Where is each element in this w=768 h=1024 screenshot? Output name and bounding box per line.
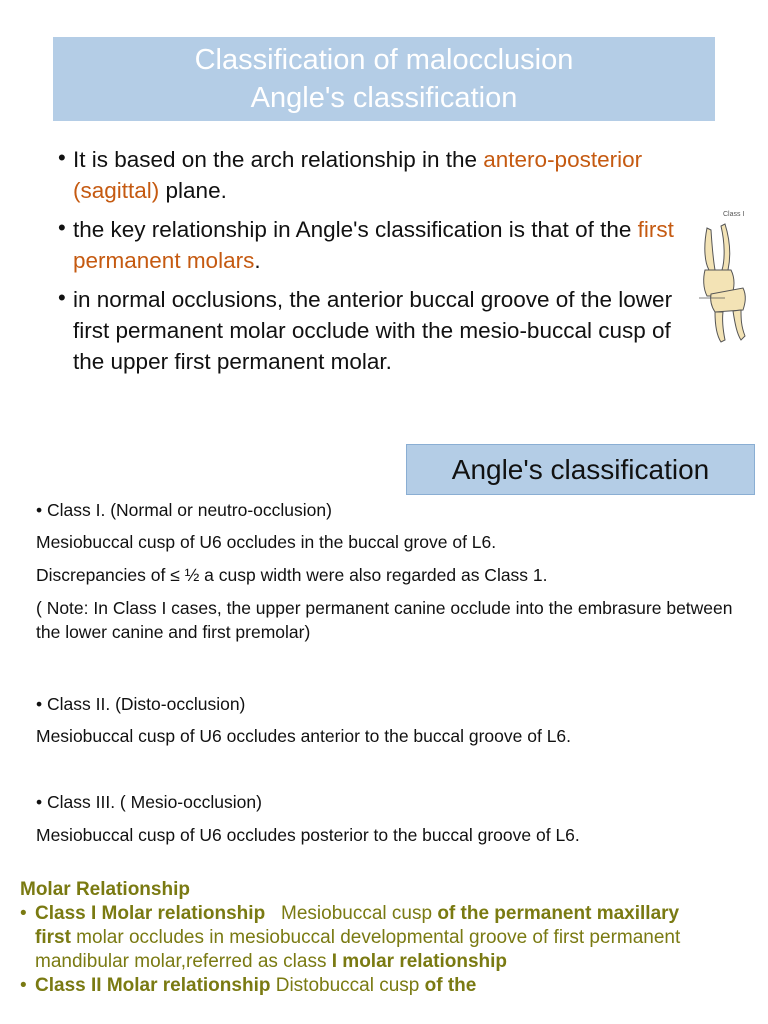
molar-item-text: molar occludes in mesiobuccal developmental groove of first permanent mandibular molar,referred as class — [35, 927, 681, 972]
bullet-text-end: . — [254, 248, 261, 273]
bullet-dot-icon: • — [58, 215, 66, 240]
class-i-line: Mesiobuccal cusp of U6 occludes in the buccal grove of L6. — [36, 532, 497, 552]
section-heading-box — [406, 444, 755, 495]
class-ii-heading-text: Class II. (Disto-occlusion) — [47, 694, 246, 714]
molar-item-bold: of the — [424, 975, 477, 996]
class-iii-line: Mesiobuccal cusp of U6 occludes posterior to the buccal groove of L6. — [36, 825, 580, 845]
class-ii-heading: • Class II. (Disto-occlusion) — [36, 694, 246, 714]
molar-item-bold: Class I Molar relationship — [35, 903, 266, 924]
upper-root-shape — [705, 228, 715, 270]
class-iii-heading-text: Class III. ( Mesio-occlusion) — [47, 792, 262, 812]
molar-item-text: Mesiobuccal cusp — [265, 903, 438, 924]
title-line-1: Classification of malocclusion — [194, 44, 574, 76]
title-line-2: Angle's classification — [250, 82, 518, 114]
upper-root-shape — [721, 224, 730, 270]
molar-item-text: Distobuccal cusp — [270, 975, 425, 996]
class-ii-line: Mesiobuccal cusp of U6 occludes anterior to the buccal groove of L6. — [36, 726, 572, 746]
slide-title-banner — [53, 37, 715, 121]
bullet-item — [58, 144, 708, 206]
intro-bullet-list — [58, 144, 708, 385]
bullet-dot-icon: • — [20, 975, 27, 996]
molar-item-bold: of the permanent maxillary first — [35, 903, 680, 948]
class-descriptions — [36, 498, 746, 847]
molar-heading: Molar Relationship — [20, 879, 190, 900]
class-i-molar-figure — [695, 208, 755, 348]
class-i-note: ( Note: In Class I cases, the upper permanent canine occlude into the embrasure between the lower canine and first premolar) — [36, 598, 733, 642]
molar-item — [20, 902, 720, 974]
lower-root-shape — [715, 312, 725, 342]
bullet-item — [58, 214, 708, 276]
lower-root-shape — [733, 310, 745, 340]
bullet-text: in normal occlusions, the anterior buccal groove of the lower first permanent molar occlude with the mesio-buccal cusp of the upper first permanent molar. — [73, 287, 673, 374]
molar-item-bold: I molar relationship — [331, 951, 508, 972]
bullet-text: It is based on the arch relationship in the — [73, 147, 484, 172]
class-i-heading-text: Class I. (Normal or neutro-occlusion) — [47, 500, 332, 520]
bullet-text: the key relationship in Angle's classification is that of the — [73, 217, 638, 242]
molar-item — [20, 974, 720, 998]
bullet-item — [58, 284, 708, 377]
class-i-heading: • Class I. (Normal or neutro-occlusion) — [36, 500, 332, 520]
molar-item-bold: Class II Molar relationship — [35, 975, 271, 996]
molar-relationship-section — [20, 878, 720, 998]
bullet-text-end: plane. — [159, 178, 227, 203]
bullet-highlight: first permanent molars — [73, 217, 674, 273]
bullet-dot-icon: • — [20, 903, 27, 924]
bullet-dot-icon: • — [58, 145, 66, 170]
figure-label: Class I — [723, 211, 745, 218]
section-heading: Angle's classification — [451, 454, 710, 485]
class-i-line: Discrepancies of ≤ ½ a cusp width were also regarded as Class 1. — [36, 565, 548, 585]
bullet-dot-icon: • — [58, 285, 66, 310]
class-iii-heading: • Class III. ( Mesio-occlusion) — [36, 792, 262, 812]
bullet-highlight: antero-posterior (sagittal) — [73, 147, 643, 203]
